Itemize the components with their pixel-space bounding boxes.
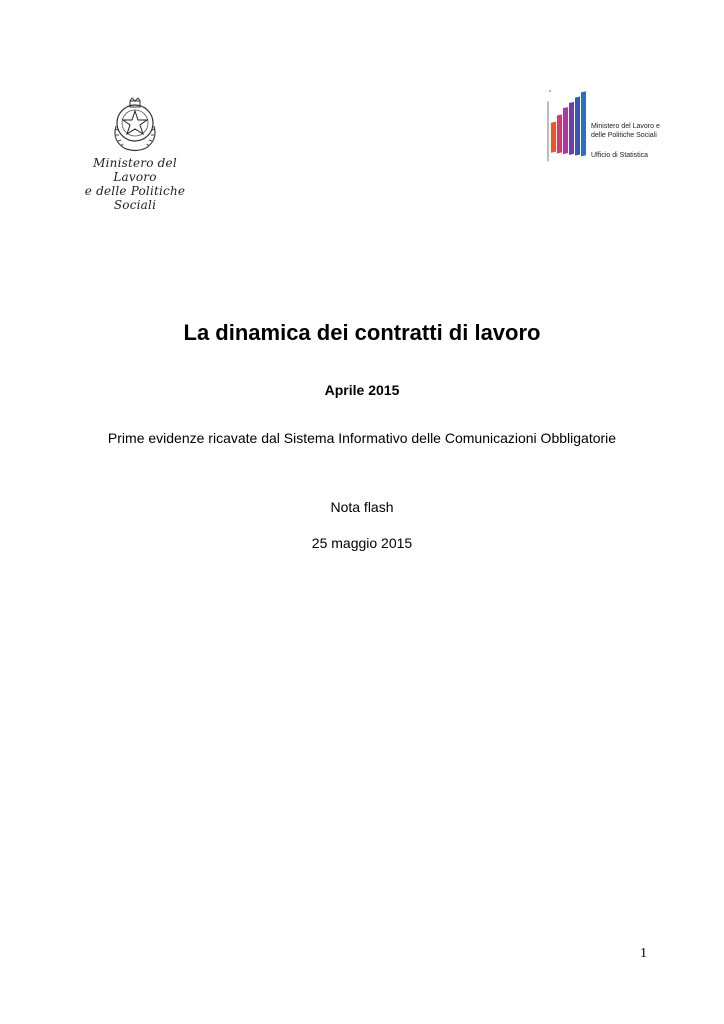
page-number: 1 xyxy=(640,946,647,961)
document-subtitle: Prime evidenze ricavate dal Sistema Informativo delle Comunicazioni Obbligatorie xyxy=(107,430,617,446)
ministry-name-line1: Ministero del Lavoro xyxy=(93,156,177,184)
logo-bar-2 xyxy=(557,114,562,153)
ministry-logo-left xyxy=(70,94,200,212)
logo-bar-1 xyxy=(551,122,556,153)
statistics-office-label: Ufficio di Statistica xyxy=(591,152,649,159)
right-logo-line2: delle Politiche Sociali xyxy=(591,132,657,139)
ministry-name-left xyxy=(70,156,200,212)
logo-bar-3 xyxy=(563,107,568,154)
document-date: 25 maggio 2015 xyxy=(311,535,413,551)
statistics-office-name xyxy=(591,122,660,140)
logo-bar-6 xyxy=(581,91,586,156)
document-period: Aprile 2015 xyxy=(324,382,400,398)
document-title: La dinamica dei contratti di lavoro xyxy=(183,320,541,345)
italian-republic-emblem-icon xyxy=(110,96,160,154)
document-type: Nota flash xyxy=(330,499,394,515)
statistics-office-logo xyxy=(545,82,660,172)
bar-chart-logo-icon xyxy=(545,82,591,172)
logo-bar-5 xyxy=(575,97,580,156)
right-logo-line1: Ministero del Lavoro e xyxy=(591,123,660,130)
ministry-name-line2: e delle Politiche Sociali xyxy=(84,184,186,212)
logo-bar-4 xyxy=(569,102,574,155)
